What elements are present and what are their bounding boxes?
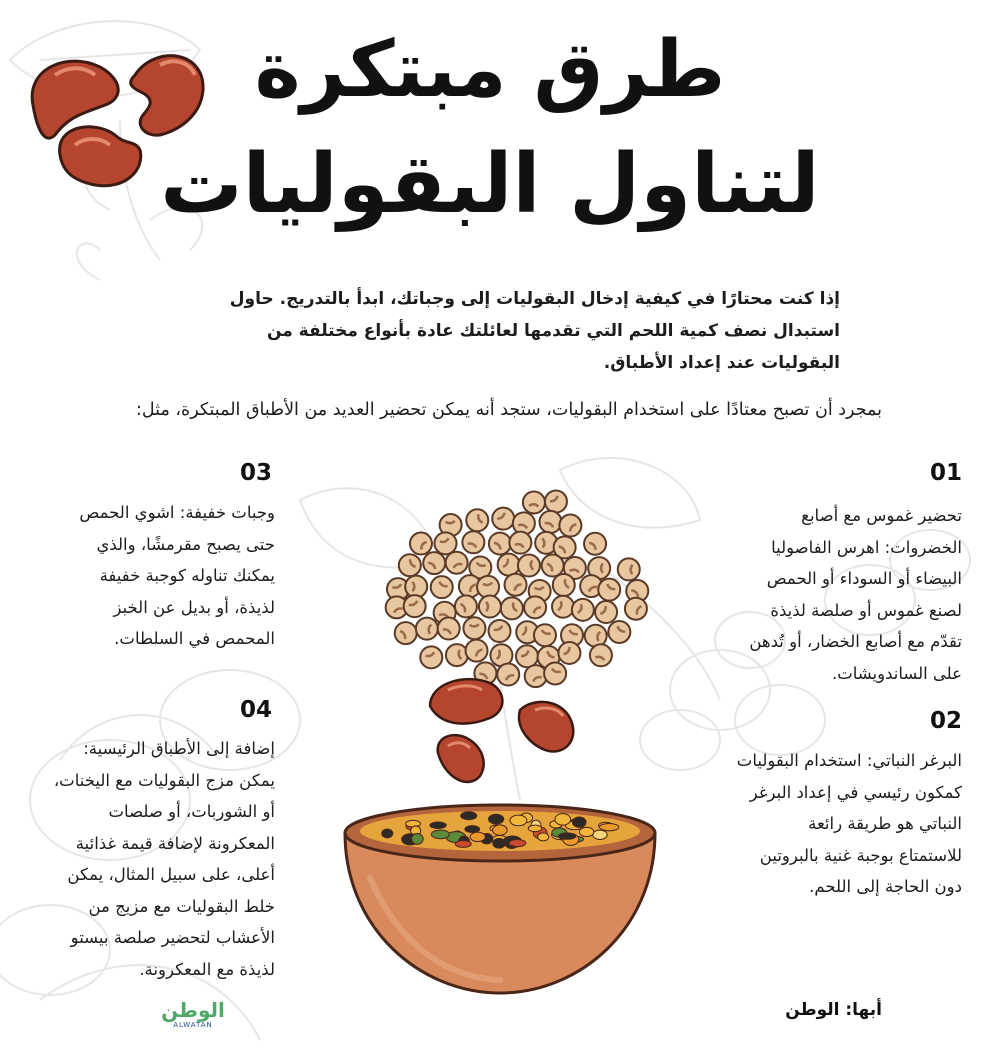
chickpea bbox=[438, 618, 460, 640]
chickpea bbox=[466, 640, 488, 662]
chickpea bbox=[416, 618, 438, 640]
chickpea bbox=[505, 574, 527, 596]
bowl-ingredient bbox=[411, 834, 423, 845]
tip-04-line: خلط البقوليات مع مزيج من bbox=[88, 896, 275, 916]
chickpea bbox=[524, 596, 546, 618]
chickpea bbox=[466, 509, 488, 531]
chickpea bbox=[489, 620, 511, 642]
bowl-ingredient bbox=[600, 823, 619, 830]
chickpea bbox=[399, 554, 421, 576]
chickpea bbox=[446, 644, 468, 666]
chickpea bbox=[590, 644, 612, 666]
chickpea bbox=[501, 597, 523, 619]
bowl-ingredient bbox=[382, 829, 393, 838]
tip-01-line: تحضير غموس مع أصابع bbox=[801, 506, 962, 525]
falling-kidney-beans bbox=[430, 679, 573, 782]
chickpea bbox=[572, 599, 594, 621]
chickpea bbox=[542, 555, 564, 577]
chickpea bbox=[625, 598, 647, 620]
chickpea bbox=[598, 579, 620, 601]
bowl-ingredient bbox=[509, 839, 526, 846]
bowl-ingredient bbox=[572, 817, 586, 827]
chickpea bbox=[553, 574, 575, 596]
chickpea bbox=[492, 508, 514, 530]
chickpea bbox=[479, 596, 501, 618]
bowl-ingredient bbox=[493, 825, 508, 835]
chickpea bbox=[595, 601, 617, 623]
chickpea bbox=[395, 622, 417, 644]
title-line-2: لتناول البقوليات bbox=[160, 137, 820, 232]
chickpea bbox=[404, 595, 426, 617]
chickpea bbox=[497, 664, 519, 686]
chickpea bbox=[489, 533, 511, 555]
bowl-ingredient bbox=[555, 814, 571, 825]
chickpea bbox=[410, 533, 432, 555]
chickpea bbox=[455, 595, 477, 617]
logo-sub-text: ALWATAN bbox=[173, 1021, 213, 1029]
chickpeas-and-bowl-illustration bbox=[330, 478, 670, 998]
tip-04-line: يمكن مزج البقوليات مع اليخنات، bbox=[53, 770, 275, 790]
bowl-ingredient bbox=[510, 815, 527, 826]
chickpea bbox=[498, 554, 520, 576]
chickpea bbox=[423, 552, 445, 574]
tip-04-line: أعلى، على سبيل المثال، يمكن bbox=[67, 865, 275, 884]
chickpea bbox=[608, 621, 630, 643]
tip-text-04 bbox=[15, 733, 275, 985]
chickpea bbox=[618, 558, 640, 580]
bowl-ingredient bbox=[431, 830, 449, 839]
bowl-ingredient bbox=[461, 812, 477, 820]
intro-paragraph: إذا كنت محتارًا في كيفية إدخال البقوليات إلى وجباتك، ابدأ بالتدريج. حاول استبدال نصف كمية اللحم التي تقدمها لعائلتك عادة بأنواع مختلفة من البقوليات عند إعداد الأطباق. bbox=[229, 289, 840, 373]
tip-text-02 bbox=[682, 745, 962, 903]
tip-03-line: المحمص في السلطات. bbox=[114, 629, 275, 648]
tip-02-line: البرغر النباتي: استخدام البقوليات bbox=[736, 751, 962, 770]
tip-04-line: أو الشوربات، أو صلصات bbox=[108, 802, 275, 821]
tip-03-line: يمكنك تناوله كوجبة خفيفة bbox=[99, 566, 275, 585]
chickpea bbox=[539, 511, 561, 533]
chickpea bbox=[558, 642, 580, 664]
tip-text-03 bbox=[15, 497, 275, 655]
tip-02-line: للاستمتاع بوجبة غنية بالبروتين bbox=[759, 845, 962, 865]
tip-number-01: 01 bbox=[929, 460, 962, 486]
chickpea bbox=[477, 576, 499, 598]
chickpea bbox=[509, 532, 531, 554]
chickpea bbox=[559, 515, 581, 537]
bowl-ingredient bbox=[593, 830, 608, 839]
tip-01-line: البيضاء أو السوداء أو الحمص bbox=[766, 569, 962, 588]
tip-04-line: الأعشاب لتحضير صلصة بيستو bbox=[70, 928, 275, 947]
chickpea bbox=[518, 555, 540, 577]
tip-01-line: الخضروات: اهرس الفاصوليا bbox=[771, 537, 962, 557]
chickpea bbox=[463, 617, 485, 639]
chickpea bbox=[525, 665, 547, 687]
chickpea bbox=[585, 625, 607, 647]
title-line-1: طرق مبتكرة bbox=[254, 25, 726, 115]
bowl-ingredient bbox=[455, 841, 471, 848]
tip-number-04: 04 bbox=[240, 697, 273, 723]
bowl-ingredient bbox=[406, 820, 421, 827]
tip-text-01 bbox=[682, 500, 962, 689]
tip-03-line: حتى يصبح مقرمشًا، والذي bbox=[96, 534, 275, 554]
tip-04-line: المعكرونة لإضافة قيمة غذائية bbox=[75, 833, 275, 853]
alwatan-logo bbox=[158, 1000, 228, 1030]
bowl-ingredient bbox=[579, 827, 593, 836]
lead-sentence: بمجرد أن تصبح معتادًا على استخدام البقوليات، ستجد أنه يمكن تحضير العديد من الأطباق المبتكرة، مثل: bbox=[136, 400, 882, 420]
bowl-ingredient bbox=[465, 826, 480, 833]
chickpea bbox=[513, 512, 535, 534]
chickpea bbox=[435, 532, 457, 554]
chickpea bbox=[544, 662, 566, 684]
tip-01-line: على الساندويشات. bbox=[831, 663, 962, 683]
tip-04-line: إضافة إلى الأطباق الرئيسية: bbox=[83, 739, 275, 758]
bowl-ingredient bbox=[528, 825, 542, 831]
tip-02-line: كمكون رئيسي في إعداد البرغر bbox=[749, 782, 962, 802]
tip-03-line: لذيذة، أو بديل عن الخبز bbox=[113, 597, 275, 617]
source-credit: أبها: الوطن bbox=[785, 1000, 882, 1020]
chickpea bbox=[462, 531, 484, 553]
chickpea bbox=[552, 596, 574, 618]
chickpea bbox=[545, 491, 567, 513]
chickpea bbox=[516, 645, 538, 667]
tip-03-line: وجبات خفيفة: اشوي الحمص bbox=[79, 503, 275, 522]
tip-01-line: لصنع غموس أو صلصة لذيذة bbox=[770, 600, 962, 620]
bowl-ingredient bbox=[493, 838, 506, 848]
bowl-ingredient bbox=[470, 832, 485, 841]
tip-04-line: لذيذة مع المعكرونة. bbox=[139, 959, 275, 979]
bowl-ingredient bbox=[488, 814, 503, 824]
tip-number-02: 02 bbox=[929, 708, 962, 734]
tip-02-line: النباتي هو طريقة رائعة bbox=[808, 814, 962, 833]
logo-main-text: الوطن bbox=[161, 998, 225, 1022]
bowl-ingredient bbox=[538, 833, 549, 841]
bowl bbox=[345, 805, 655, 993]
tip-01-line: تقدّم مع أصابع الخضار، أو تُدهن bbox=[749, 632, 962, 651]
chickpea bbox=[584, 533, 606, 555]
chickpea bbox=[446, 552, 468, 574]
chickpea bbox=[431, 576, 453, 598]
chickpea bbox=[420, 646, 442, 668]
bowl-ingredient bbox=[558, 833, 576, 839]
bowl-ingredient bbox=[430, 822, 446, 829]
chickpea bbox=[523, 491, 545, 513]
tip-number-03: 03 bbox=[240, 460, 273, 486]
tip-02-line: دون الحاجة إلى اللحم. bbox=[809, 877, 962, 896]
chickpea bbox=[534, 624, 556, 646]
chickpea-pile bbox=[386, 491, 649, 688]
